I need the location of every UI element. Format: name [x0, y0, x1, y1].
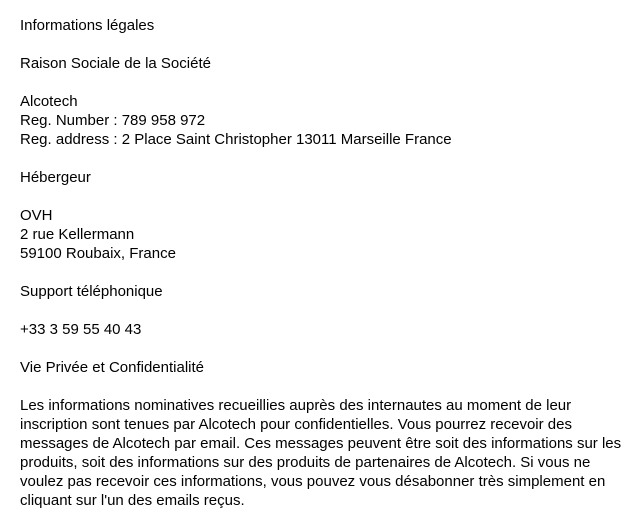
company-reg-number: Reg. Number : 789 958 972: [20, 112, 206, 129]
privacy-line: voulez pas recevoir ces informations, vous pouvez vous désabonner très simplement en: [20, 473, 606, 490]
host-city: 59100 Roubaix, France: [20, 245, 176, 262]
host-heading: Hébergeur: [20, 169, 91, 186]
host-details: [20, 206, 614, 263]
company-heading-block: [20, 54, 614, 73]
host-name: OVH: [20, 207, 53, 224]
privacy-line: inscription sont tenues par Alcotech pour confidentielles. Vous pourrez recevoir des: [20, 416, 572, 433]
host-heading-block: [20, 168, 614, 187]
page-title-block: [20, 16, 614, 35]
privacy-heading-block: [20, 358, 614, 377]
company-details: [20, 92, 614, 149]
company-heading: Raison Sociale de la Société: [20, 55, 211, 72]
support-heading-block: [20, 282, 614, 301]
host-street: 2 rue Kellermann: [20, 226, 135, 243]
company-reg-address: Reg. address : 2 Place Saint Christopher 13011 Marseille France: [20, 131, 452, 148]
privacy-line: messages de Alcotech par email. Ces messages peuvent être soit des informations sur les: [20, 435, 622, 452]
page-title: Informations légales: [20, 17, 155, 34]
privacy-paragraph: [20, 396, 622, 510]
privacy-line: Les informations nominatives recueillies auprès des internautes au moment de leur: [20, 397, 572, 414]
support-details: [20, 320, 614, 339]
privacy-line: cliquant sur l'un des emails reçus.: [20, 492, 245, 509]
company-name: Alcotech: [20, 93, 78, 110]
support-phone: +33 3 59 55 40 43: [20, 321, 142, 338]
privacy-heading: Vie Privée et Confidentialité: [20, 359, 204, 376]
privacy-line: produits, soit des informations sur des produits de partenaires de Alcotech. Si vous ne: [20, 454, 591, 471]
support-heading: Support téléphonique: [20, 283, 163, 300]
